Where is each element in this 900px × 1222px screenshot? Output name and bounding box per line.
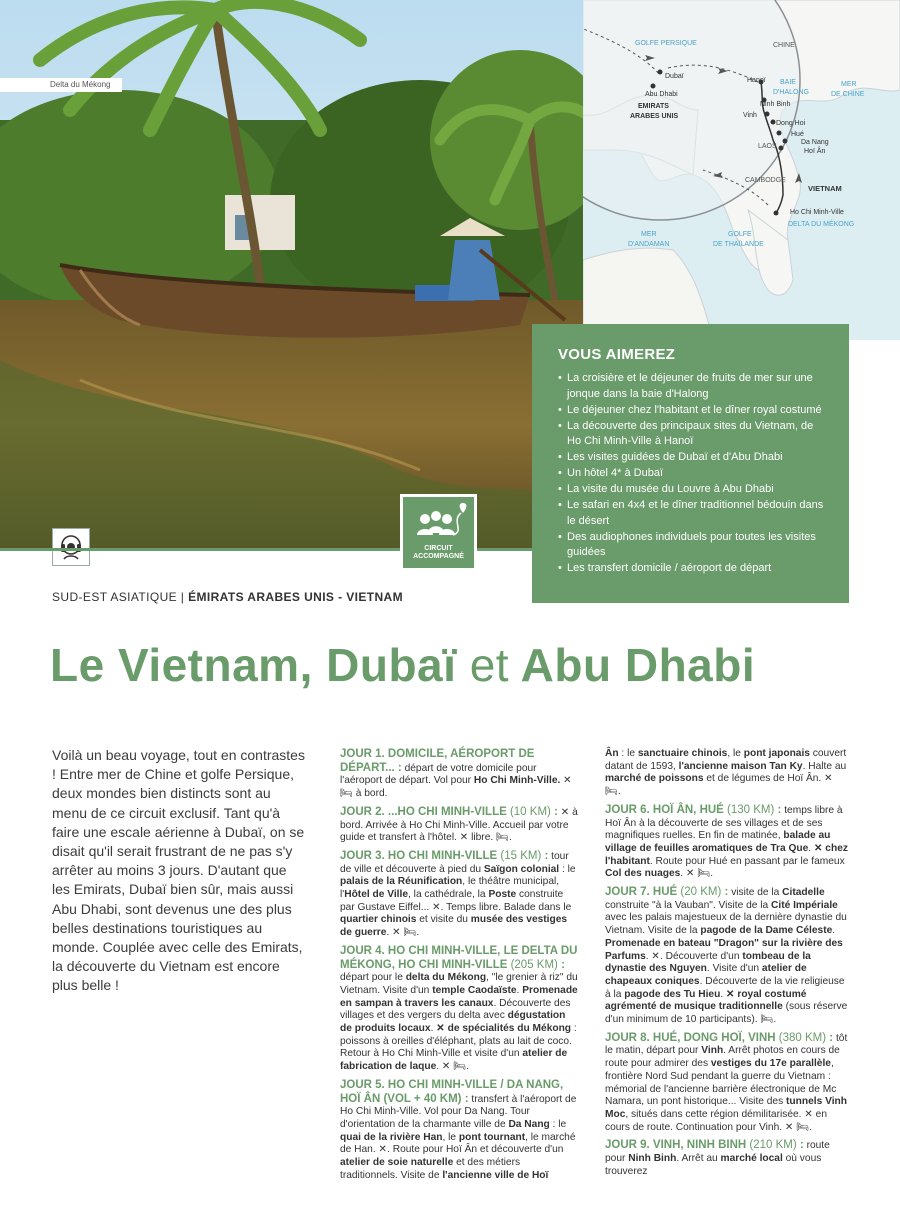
itinerary-column-1 xyxy=(340,748,578,1188)
map-label-mer-chine-2: DE CHINE xyxy=(831,91,865,98)
highlights-title: VOUS AIMEREZ xyxy=(558,346,676,363)
title-part1: Le Vietnam, Dubaï xyxy=(50,639,457,691)
day-5: JOUR 5. HO CHI MINH-VILLE / DA NANG, HOÏ ÂN (VOL + 40 KM) : transfert à l'aéroport de Ho Chi Minh-Ville. Vol pour Da Nang. Tour d'orientation de la charmante ville de Da Nang : le quai de la rivière Han, le pont tournant, le marché de Han. ✕. Route pour Hoï Ân et découverte d'un atelier de soie naturelle et des métiers traditionnels. Visite de l'ancienne ville de Hoï xyxy=(340,1078,577,1181)
map-label-laos: LAOS xyxy=(758,143,777,150)
map-label-halong: D'HALONG xyxy=(773,89,809,96)
highlight-item: • La visite du musée du Louvre à Abu Dhabi xyxy=(558,482,829,498)
map-label-mer-andaman-1: MER xyxy=(641,231,657,238)
map-label-baie: BAIE xyxy=(780,79,796,86)
highlight-item: • Le déjeuner chez l'habitant et le dîner royal costumé xyxy=(558,403,829,419)
map-label-hanoi: Hanoï xyxy=(747,77,766,84)
route-map-svg xyxy=(583,0,900,340)
photo-caption: Delta du Mékong xyxy=(0,78,122,92)
itinerary-column-2 xyxy=(605,748,850,1184)
map-label-ho-chi-minh: Ho Chi Minh-Ville xyxy=(790,209,844,216)
map-label-hoi-an: Hoï Ân xyxy=(804,148,826,155)
highlights-box xyxy=(532,324,849,603)
map-label-hue: Hué xyxy=(791,131,804,138)
map-label-vinh: Vinh xyxy=(743,112,757,119)
map-label-golfe-persique: GOLFE PERSIQUE xyxy=(635,40,697,47)
audiophone-icon xyxy=(52,528,90,566)
map-label-vietnam: VIETNAM xyxy=(808,184,842,193)
page-title xyxy=(50,638,755,692)
highlight-item: • Des audiophones individuels pour toutes les visites guidées xyxy=(558,530,829,561)
day-8: JOUR 8. HUÉ, DONG HOÏ, VINH (380 KM) : tôt le matin, départ pour Vinh. Arrêt photos en cours de route pour admirer des vestiges du 17e parallèle, frontière Nord Sud pendant la guerre du Vietnam : mémorial de l'ancienne barrière électronique de Mc Namara, un pont historique... Visite des tunnels Vinh Moc, situés dans cette région démilitarisée. ✕ en cours de route. Continuation pour Vinh. ✕ 🛏. xyxy=(605,1031,848,1133)
map-label-delta: DELTA DU MÉKONG xyxy=(788,221,855,228)
map-label-dong-hoi: Dong Hoi xyxy=(776,120,806,127)
map-label-cambodge: CAMBODGE xyxy=(745,177,786,184)
route-map xyxy=(583,0,900,340)
map-label-dubai: Dubaï xyxy=(665,73,684,80)
group-travel-icon xyxy=(403,497,474,543)
day-5-cont: Ân : le sanctuaire chinois, le pont japonais couvert datant de 1593, l'ancienne maison Tan Ky. Halte au marché de poissons et de légumes de Hoï Ân. ✕ 🛏. xyxy=(605,748,847,798)
day-3: JOUR 3. HO CHI MINH-VILLE (15 KM) : tour de ville et découverte à pied du Saïgon colonial : le palais de la Réunification, le théâtre municipal, l'Hôtel de Ville, la cathédrale, la Poste construite par Gustave Eiffel... ✕. Temps libre. Balade dans le quartier chinois et visite du musée des vestiges de guerre. ✕ 🛏. xyxy=(340,849,576,939)
highlight-item: • La croisière et le déjeuner de fruits de mer sur une jonque dans la baie d'Halong xyxy=(558,371,829,402)
map-label-emirats: EMIRATS xyxy=(638,103,669,110)
map-label-chine: CHINE xyxy=(773,42,795,49)
map-label-golfe-thai-1: GOLFE xyxy=(728,231,752,238)
section-region: SUD-EST ASIATIQUE xyxy=(52,590,178,604)
map-label-abu-dhabi: Abu Dhabi xyxy=(645,91,678,98)
badge-line2: ACCOMPAGNÉ xyxy=(413,553,464,560)
highlight-item: • Le safari en 4x4 et le dîner traditionnel bédouin dans le désert xyxy=(558,498,829,529)
day-7: JOUR 7. HUÉ (20 KM) : visite de la Citadelle construite "à la Vauban". Visite de la Cité Impériale avec les palais majestueux de la dernière dynastie du Vietnam. Visite de la pagode de la Dame Céleste. Promenade en bateau "Dragon" sur la rivière des Parfums. ✕. Découverte d'un tombeau de la dynastie des Nguyen. Visite d'un atelier de chapeaux coniques. Découverte de la vie religieuse à la pagode des Tu Hieu. ✕ royal costumé agrémenté de musique traditionnelle (sous réserve d'un minimum de 10 participants). 🛏. xyxy=(605,886,848,1026)
badge-line1: CIRCUIT xyxy=(424,545,453,552)
highlight-item: • Les visites guidées de Dubaï et d'Abu Dhabi xyxy=(558,450,829,466)
highlights-list xyxy=(558,371,829,577)
highlight-item: • Un hôtel 4* à Dubaï xyxy=(558,466,829,482)
map-label-da-nang: Da Nang xyxy=(801,139,829,146)
map-label-mer-andaman-2: D'ANDAMAN xyxy=(628,241,670,248)
day-2: JOUR 2. ...HO CHI MINH-VILLE (10 KM) : ✕ à bord. Arrivée à Ho Chi Minh-Ville. Accueil par votre guide et transfert à l'hôtel. ✕ libre. 🛏. xyxy=(340,805,578,844)
title-part2: et xyxy=(469,639,510,691)
day-9: JOUR 9. VINH, NINH BINH (210 KM) : route pour Ninh Binh. Arrêt au marché local où vous trouverez xyxy=(605,1139,830,1177)
map-label-ninh-binh: Ninh Binh xyxy=(760,101,791,108)
map-label-arabes-unis: ARABES UNIS xyxy=(630,113,679,120)
day-1: JOUR 1. DOMICILE, AÉROPORT DE DÉPART... : départ de votre domicile pour l'aéroport de départ. Vol pour Ho Chi Minh-Ville. ✕ 🛏 à bord. xyxy=(340,748,572,800)
section-breadcrumb xyxy=(52,590,403,604)
circuit-accompagne-badge xyxy=(400,494,477,571)
map-label-golfe-thai-2: DE THAÏLANDE xyxy=(713,241,764,248)
section-countries: ÉMIRATS ARABES UNIS - VIETNAM xyxy=(188,590,404,604)
section-separator: | xyxy=(180,590,185,604)
map-label-mer-chine-1: MER xyxy=(841,81,857,88)
title-part3: Abu Dhabi xyxy=(520,639,756,691)
day-4: JOUR 4. HO CHI MINH-VILLE, LE DELTA DU MÉKONG, HO CHI MINH-VILLE (205 KM) : départ pour le delta du Mékong, "le grenier à riz" du Vietnam. Visite d'un temple Caodaïste. Promenade en sampan à travers les canaux. Découverte des villages et des vergers du delta avec dégustation de produits locaux. ✕ de spécialités du Mékong : poissons à oreilles d'éléphant, plats au lait de coco. Retour à Ho Chi Minh-Ville et visite d'un atelier de fabrication de laque. ✕ 🛏. xyxy=(340,944,578,1073)
highlight-item: • La découverte des principaux sites du Vietnam, de Ho Chi Minh-Ville à Hanoï xyxy=(558,419,829,450)
intro-text: Voilà un beau voyage, tout en contrastes ! Entre mer de Chine et golfe Persique, deux mondes bien distincts sont au menu de ce circuit exclusif. Tant qu'à faire une escale aérienne à Dubaï, on se disait qu'il serait frustrant de ne pas s'y arrêter au moins 3 jours. D'autant que les Emirats, Dubaï bien sûr, mais aussi Abu Dhabi, sont devenus une des plus belles destinations touristiques au monde. Couplée avec celle des Emirats, la découverte du Vietnam est encore plus belle ! xyxy=(52,747,305,994)
day-6: JOUR 6. HOÏ ÂN, HUÉ (130 KM) : temps libre à Hoï Ân à la découverte de ses villages et de ses magnifiques ruelles. En fin de matinée, balade au village de feuilles aromatiques de Tra Que. ✕ chez l'habitant. Route pour Hué en passant par le fameux Col des nuages. ✕ 🛏. xyxy=(605,803,848,880)
highlight-item: • Les transfert domicile / aéroport de départ xyxy=(558,561,829,577)
